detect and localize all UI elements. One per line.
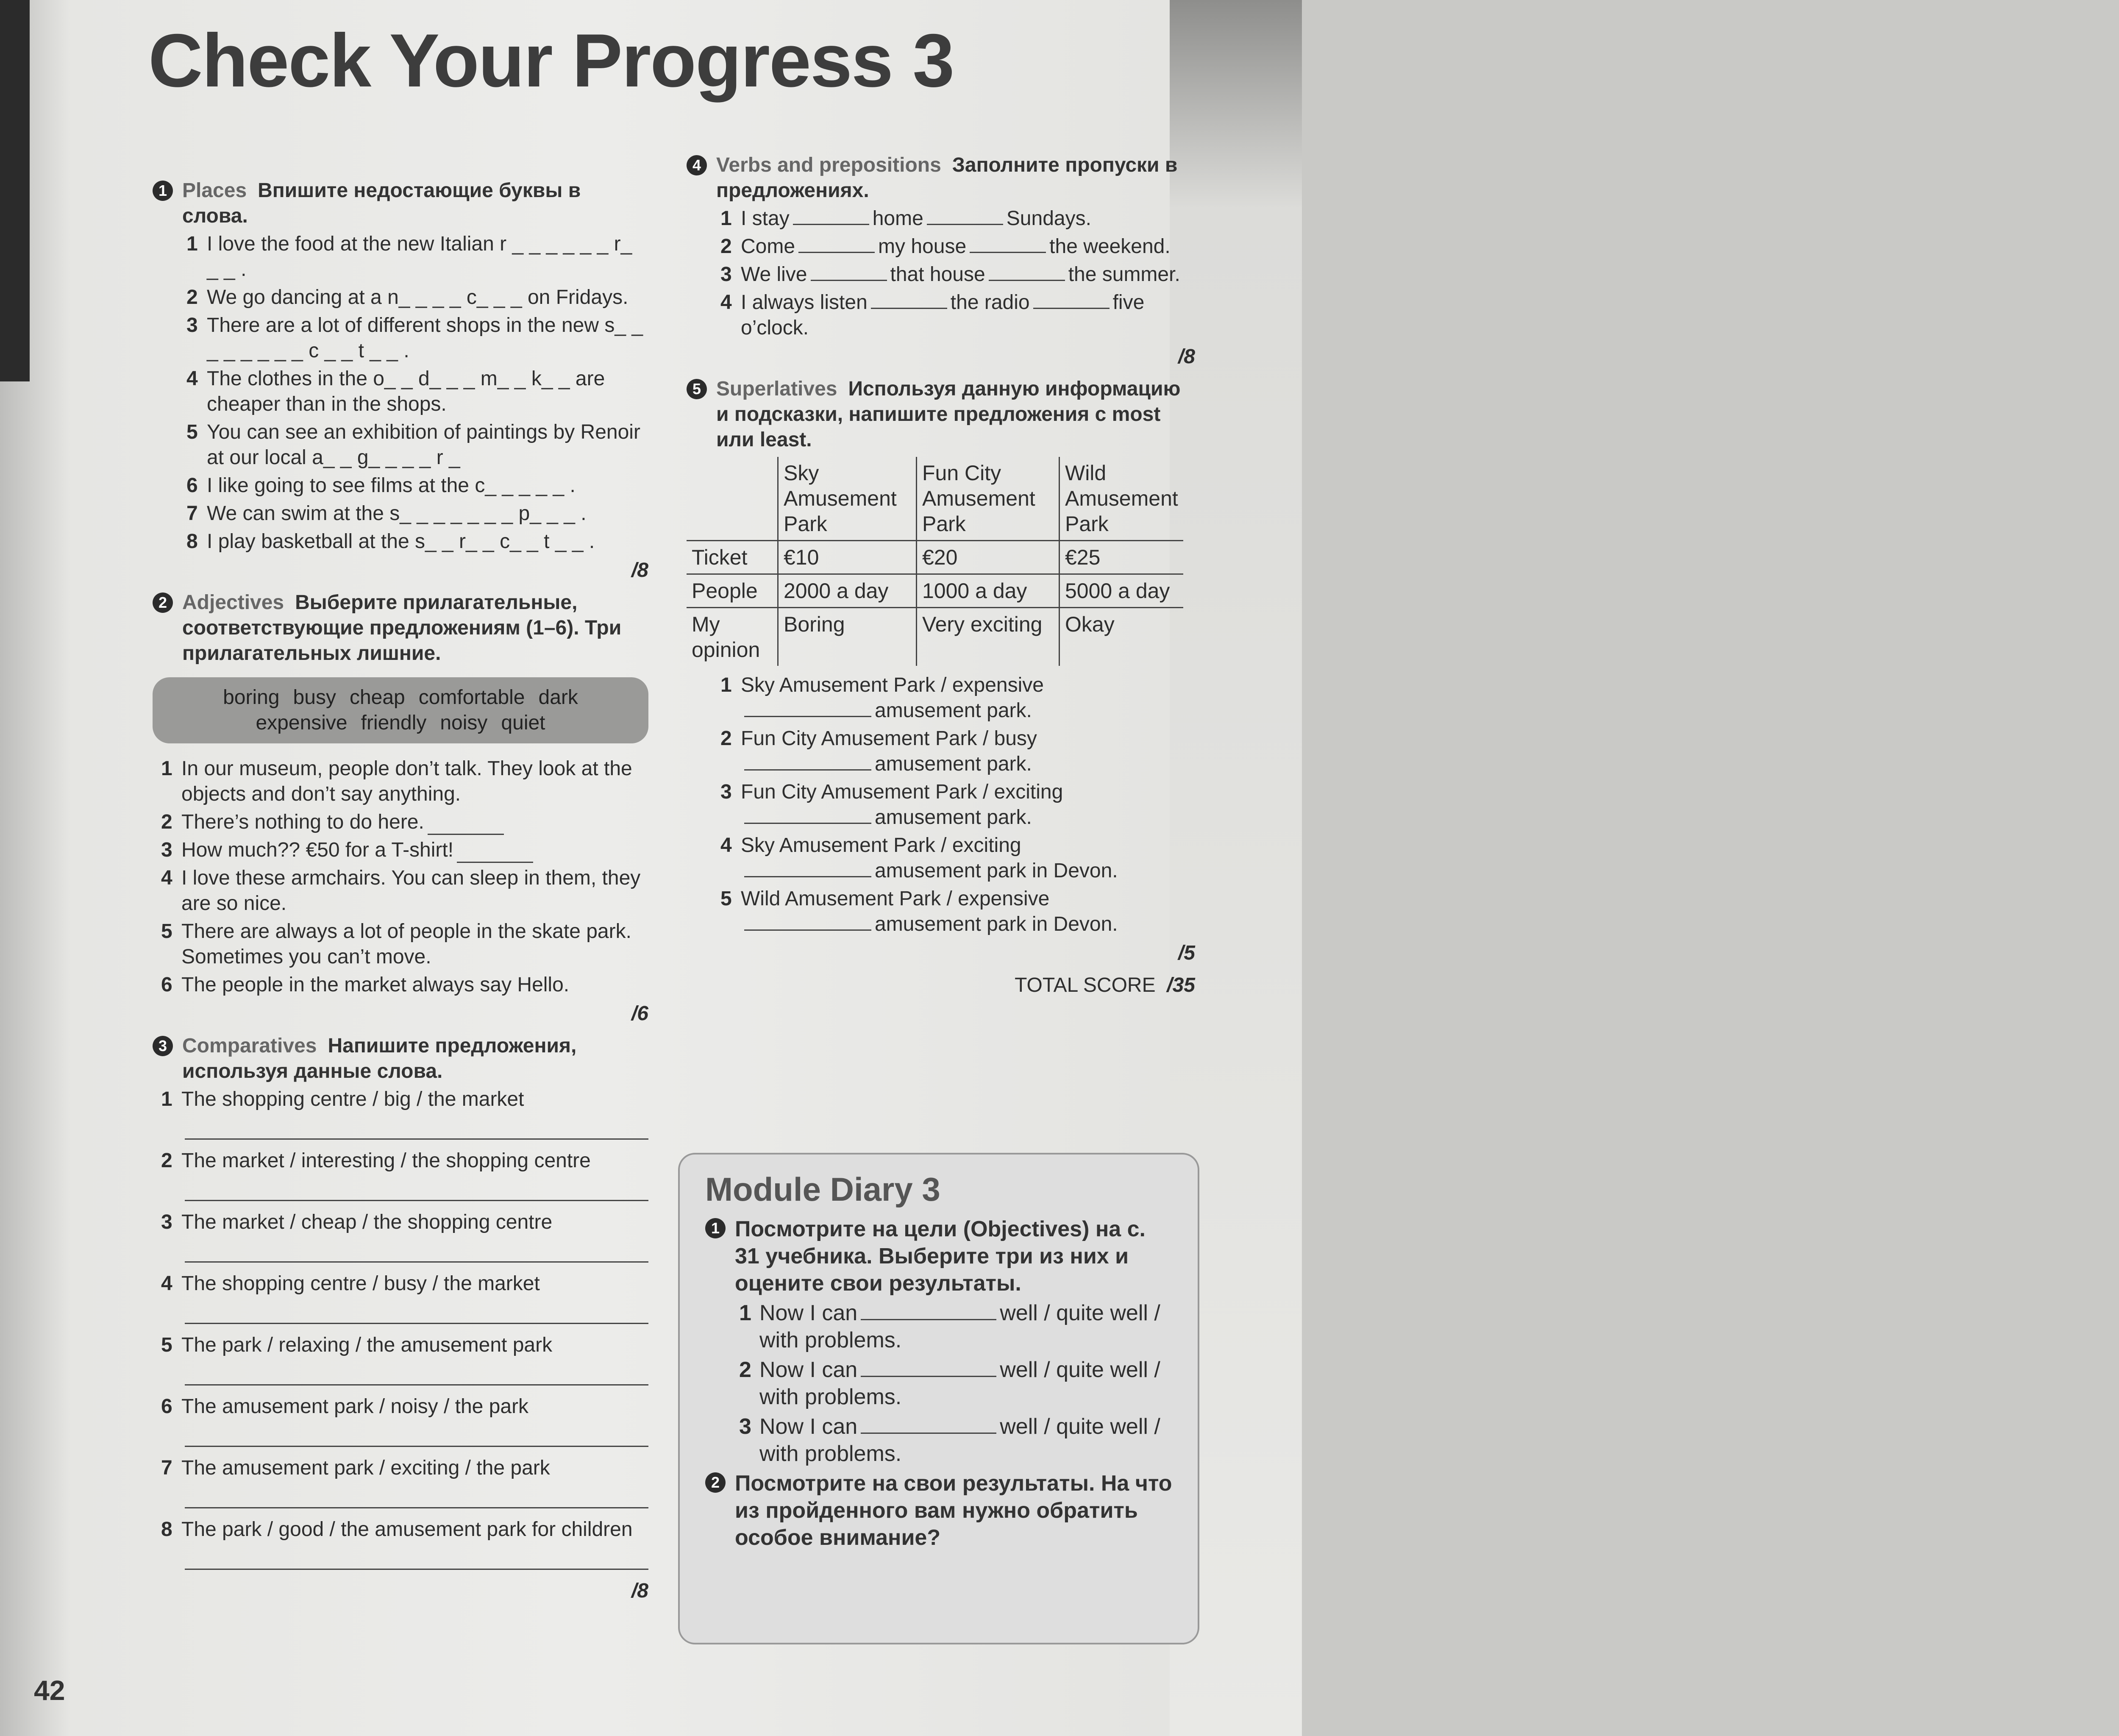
list-item: 6 The amusement park / noisy / the park — [161, 1395, 529, 1418]
answer-blank[interactable] — [744, 769, 871, 771]
table-header: Wild Amusement Park — [1060, 457, 1183, 541]
exercise-score: /8 — [1178, 345, 1195, 368]
answer-line[interactable] — [185, 1299, 648, 1324]
list-item: 4 The clothes in the o_ _ d_ _ _ m_ _ k_ _ are cheaper than in the shops. — [186, 367, 605, 415]
list-item: 1 I love the food at the new Italian r _ _ _ _ _ _ r_ _ _ . — [186, 233, 632, 281]
answer-blank[interactable] — [744, 876, 871, 877]
list-item: 3 Fun City Amusement Park / exciting amusement park. — [720, 781, 1063, 829]
exercise-number: 3 — [153, 1036, 173, 1056]
list-item: 7 The amusement park / exciting / the park — [161, 1457, 550, 1479]
answer-line[interactable] — [185, 1360, 648, 1385]
exercise-4 — [687, 153, 1195, 370]
module-diary — [678, 1153, 1199, 1644]
list-item: 4 I love these armchairs. You can sleep in them, they are so nice. — [161, 867, 641, 915]
exercise-number: 5 — [687, 379, 707, 399]
list-item: 4 Sky Amusement Park / exciting amusement park in Devon. — [720, 834, 1118, 882]
exercise-instruction: Заполните пропуски в предложениях. — [716, 154, 1178, 202]
exercise-title: Places — [182, 179, 247, 202]
list-item: 2 We go dancing at a n_ _ _ _ c_ _ _ on Fridays. — [186, 286, 628, 309]
answer-blank[interactable] — [744, 823, 871, 824]
list-item: 8 I play basketball at the s_ _ r_ _ c_ _ t _ _ . — [186, 530, 595, 553]
list-item: 1 In our museum, people don’t talk. They look at the objects and don’t say anything. — [161, 757, 632, 805]
list-item: 2 Now I can well / quite well / with problems. — [739, 1358, 1160, 1409]
exercise-number: 4 — [687, 155, 707, 175]
list-item: 2 There’s nothing to do here. — [161, 810, 648, 835]
list-item: 3 Now I can well / quite well / with problems. — [739, 1414, 1160, 1466]
exercise-score: /8 — [631, 1580, 648, 1602]
spine-shadow — [0, 0, 30, 381]
answer-blank[interactable] — [861, 1433, 996, 1434]
list-item: 3 The market / cheap / the shopping centre — [161, 1211, 553, 1233]
answer-blank[interactable] — [428, 810, 504, 835]
right-column — [687, 153, 1195, 1005]
answer-blank[interactable] — [457, 837, 533, 863]
list-item: 2 The market / interesting / the shopping centre — [161, 1149, 591, 1172]
answer-blank[interactable] — [744, 929, 871, 931]
exercise-score: /5 — [1178, 942, 1195, 964]
exercise-score: /8 — [631, 559, 648, 581]
exercise-instruction: Впишите недостающие буквы в слова. — [182, 179, 581, 227]
answer-blank[interactable] — [861, 1319, 996, 1320]
table-cell — [687, 457, 778, 541]
answer-line[interactable] — [185, 1115, 648, 1140]
table-row: My opinion Boring Very exciting Okay — [687, 608, 1183, 666]
list-item: 2 Come my house the weekend. — [720, 235, 1171, 258]
list-item: 4 I always listen the radio five o’clock. — [720, 291, 1145, 339]
exercise-title: Superlatives — [716, 378, 837, 400]
list-item: 1 I stay home Sundays. — [720, 207, 1091, 230]
exercise-instruction: Используя данную информацию и подсказки, напишите предложения с most или least. — [716, 378, 1181, 451]
answer-blank[interactable] — [793, 224, 869, 225]
list-item: 3 We live that house the summer. — [720, 263, 1180, 286]
exercise-instruction: Выберите прилагательные, соответствующие предложениям (1–6). Три прилагательных лишние. — [182, 591, 622, 665]
answer-blank[interactable] — [744, 716, 871, 717]
list-item: 4 The shopping centre / busy / the market — [161, 1272, 540, 1295]
exercise-title: Verbs and prepositions — [716, 154, 941, 176]
exercise-1 — [153, 178, 648, 583]
list-item: 8 The park / good / the amusement park for children — [161, 1518, 633, 1541]
exercise-score: /6 — [631, 1002, 648, 1025]
answer-line[interactable] — [185, 1238, 648, 1263]
list-item: 6 The people in the market always say Hello. — [161, 974, 570, 996]
diary-question-2: Посмотрите на свои результаты. На что из пройденного вам нужно обратить особое внимание? — [735, 1471, 1172, 1550]
answer-blank[interactable] — [798, 252, 875, 253]
answer-line[interactable] — [185, 1483, 648, 1508]
word-bank: boring busy cheap comfortable dark expensive friendly noisy quiet — [153, 677, 648, 743]
exercise-5 — [687, 376, 1195, 998]
list-item: 5 There are always a lot of people in the skate park. Sometimes you can’t move. — [161, 920, 631, 968]
page-title: Check Your Progress 3 — [148, 18, 954, 103]
table-header: Sky Amusement Park — [778, 457, 917, 541]
list-item: 3 How much?? €50 for a T-shirt! — [161, 837, 648, 863]
answer-blank[interactable] — [927, 224, 1003, 225]
exercise-number: 2 — [705, 1472, 726, 1493]
answer-line[interactable] — [185, 1176, 648, 1201]
exercise-title: Adjectives — [182, 591, 284, 614]
exercise-3 — [153, 1033, 648, 1604]
total-score: TOTAL SCORE /35 — [1015, 974, 1195, 996]
diary-title: Module Diary 3 — [705, 1171, 940, 1208]
list-item: 1 The shopping centre / big / the market — [161, 1088, 524, 1110]
list-item: 7 We can swim at the s_ _ _ _ _ _ _ p_ _ _ . — [186, 502, 587, 525]
list-item: 1 Sky Amusement Park / expensive amusement park. — [720, 674, 1044, 722]
answer-line[interactable] — [185, 1545, 648, 1570]
table-header: Fun City Amusement Park — [917, 457, 1060, 541]
exercise-number: 1 — [705, 1218, 726, 1238]
exercise-number: 2 — [153, 593, 173, 613]
list-item: 2 Fun City Amusement Park / busy amusement park. — [720, 727, 1037, 775]
answer-blank[interactable] — [989, 280, 1065, 281]
list-item: 6 I like going to see films at the c_ _ _ _ _ . — [186, 474, 576, 497]
table-row: Ticket €10 €20 €25 — [687, 541, 1183, 574]
answer-blank[interactable] — [871, 308, 947, 309]
exercise-title: Comparatives — [182, 1035, 317, 1057]
diary-question-1: Посмотрите на цели (Objectives) на с. 31 учебника. Выберите три из них и оцените свои результаты. — [735, 1217, 1146, 1296]
info-table — [687, 457, 1183, 666]
table-row: People 2000 a day 1000 a day 5000 a day — [687, 574, 1183, 608]
left-column — [153, 178, 648, 1611]
list-item: 5 Wild Amusement Park / expensive amusement park in Devon. — [720, 887, 1118, 935]
exercise-number: 1 — [153, 181, 173, 201]
answer-blank[interactable] — [970, 252, 1046, 253]
list-item: 5 The park / relaxing / the amusement park — [161, 1334, 553, 1356]
list-item: 1 Now I can well / quite well / with problems. — [739, 1301, 1160, 1352]
exercise-instruction: Напишите предложения, используя данные слова. — [182, 1035, 577, 1082]
list-item: 3 There are a lot of different shops in the new s_ _ _ _ _ _ _ _ c _ _ t _ _ . — [186, 314, 643, 362]
list-item: 5 You can see an exhibition of paintings by Renoir at our local a_ _ g_ _ _ _ r _ — [186, 421, 640, 469]
exercise-2 — [153, 590, 648, 1027]
answer-blank[interactable] — [1033, 308, 1110, 309]
page-number: 42 — [34, 1675, 65, 1706]
answer-blank[interactable] — [861, 1376, 996, 1377]
answer-line[interactable] — [185, 1422, 648, 1447]
answer-blank[interactable] — [811, 280, 887, 281]
